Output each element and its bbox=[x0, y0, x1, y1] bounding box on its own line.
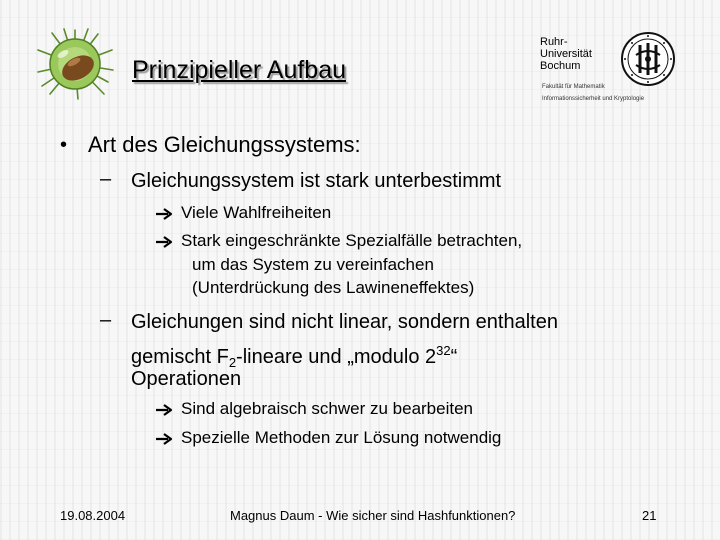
text-segment: gemischt F bbox=[131, 346, 229, 368]
arrow-point: Sind algebraisch schwer zu bearbeiten bbox=[181, 399, 474, 418]
arrow-point: Stark eingeschränkte Spezialfälle betrachten, bbox=[181, 231, 523, 250]
page-number: 21 bbox=[642, 508, 657, 523]
bullet-dot: • bbox=[60, 134, 68, 156]
arrow-point: Spezielle Methoden zur Lösung notwendig bbox=[181, 428, 502, 447]
arrow-point-continuation: (Unterdrückung des Lawineneffektes) bbox=[192, 278, 475, 297]
dash-marker: – bbox=[100, 168, 112, 190]
dash-marker: – bbox=[100, 309, 112, 331]
arrow-point: Viele Wahlfreiheiten bbox=[181, 203, 332, 222]
bullet-level2: Gleichungssystem ist stark unterbestimmt bbox=[131, 170, 502, 192]
faculty-name bbox=[542, 81, 712, 105]
bullet-level1: Art des Gleichungssystems: bbox=[88, 132, 361, 157]
footer-title: Magnus Daum - Wie sicher sind Hashfunktionen? bbox=[230, 508, 516, 523]
faculty-line: Fakultät für Mathematik bbox=[542, 84, 605, 90]
arrow-right-icon bbox=[155, 207, 175, 221]
footer-date: 19.08.2004 bbox=[60, 508, 126, 523]
bullet-level2: Gleichungen sind nicht linear, sondern enthalten bbox=[131, 311, 558, 333]
slide-title: Prinzipieller Aufbau bbox=[132, 56, 347, 84]
subscript: 2 bbox=[228, 355, 237, 370]
arrow-point-continuation: um das System zu vereinfachen bbox=[192, 255, 434, 274]
university-name-line: Ruhr- bbox=[540, 36, 568, 48]
bullet-level2-continuation: Operationen bbox=[131, 368, 242, 390]
faculty-line: Informationssicherheit und Kryptologie bbox=[542, 96, 645, 102]
arrow-right-icon bbox=[155, 432, 175, 446]
superscript: 32 bbox=[436, 343, 451, 358]
university-name-line: Universität bbox=[540, 48, 592, 60]
arrow-right-icon bbox=[155, 403, 175, 417]
university-name-line: Bochum bbox=[540, 60, 581, 72]
university-seal-icon bbox=[620, 31, 676, 87]
chestnut-logo-icon bbox=[36, 28, 114, 100]
text-segment: “ bbox=[450, 346, 458, 368]
university-name bbox=[540, 36, 620, 72]
text-segment: -lineare und „modulo 2 bbox=[236, 346, 437, 368]
arrow-right-icon bbox=[155, 235, 175, 249]
